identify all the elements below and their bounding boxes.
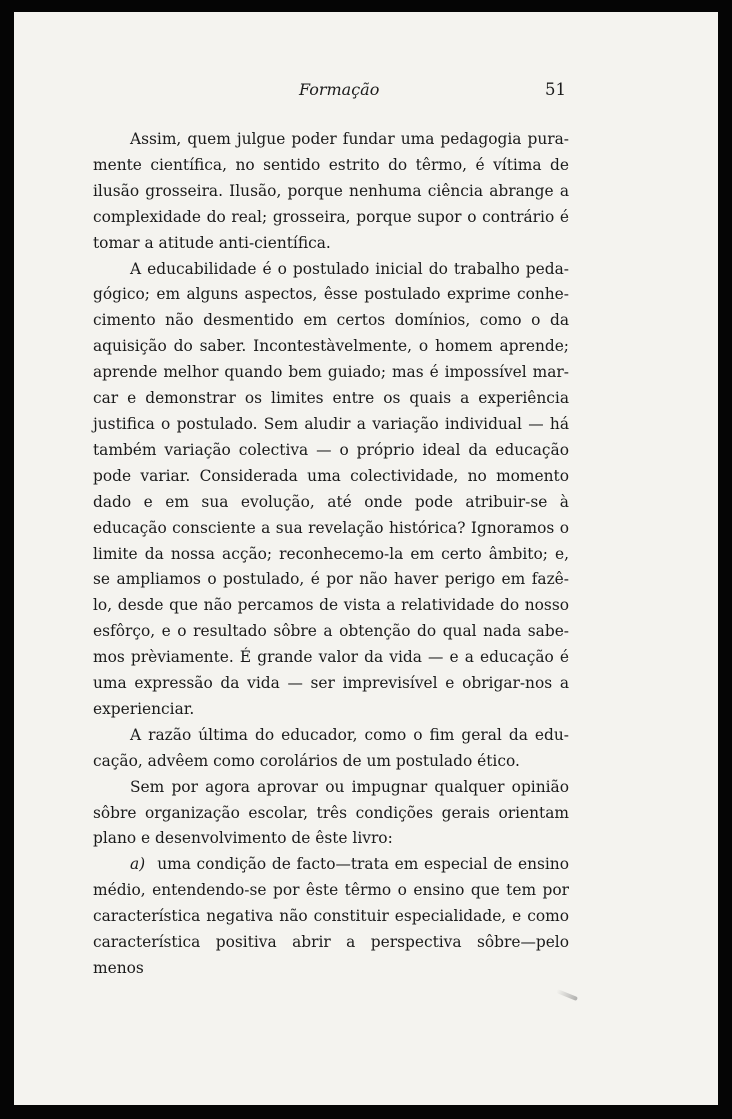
paragraph: Sem por agora aprovar ou impugnar qualquer opinião sôbre organização escolar, três condições gerais orientam plano e desenvolvimento de êste livro: — [93, 777, 569, 848]
list-item-a — [93, 852, 569, 982]
book-page — [14, 12, 718, 1105]
page-number: 51 — [545, 80, 566, 99]
list-item-text: uma condição de facto—trata em especial de ensino médio, entendendo-se por êste têrmo o ensino que tem por característica negativa não constituir especialidade, e como característica positiva abrir a perspectiva sôbre—pelo menos — [93, 855, 569, 977]
page-speck — [556, 989, 578, 1001]
page-header — [14, 76, 718, 102]
running-title: Formação — [299, 80, 380, 99]
body-text — [93, 127, 569, 982]
paragraph: A educabilidade é o postulado inicial do trabalho pedagógico; em alguns aspectos, êsse postulado exprime conhecimento não desmentido em certos domínios, como o da aquisição do saber. Incontestàvelmente, o homem aprende; aprende melhor quando bem guiado; mas é impossível marcar e demonstrar os limites entre os quais a experiência justifica o postulado. Sem aludir a variação individual — há também variação colectiva — o próprio ideal da educação pode variar. Considerada uma colectividade, no momento dado e em sua evolução, até onde pode atribuir-se à educação consciente a sua revelação histórica? Ignoramos o limite da nossa acção; reconhecemo-la em certo âmbito; e, se ampliamos o postulado, é por não haver perigo em fazê-lo, desde que não percamos de vista a relatividade do nosso esfôrço, e o resultado sôbre a obtenção do qual nada sabemos prèviamente. É grande valor da vida — e a educação é uma expressão da vida — ser imprevisível e obrigar-nos a experienciar. — [93, 259, 569, 718]
paragraph: Assim, quem julgue poder fundar uma pedagogia puramente científica, no sentido estrito do têrmo, é vítima de ilusão grosseira. Ilusão, porque nenhuma ciência abrange a complexidade do real; grosseira, porque supor o contrário é tomar a atitude anti-científica. — [93, 130, 569, 252]
paragraph: A razão última do educador, como o fim geral da educação, advêem como corolários de um postulado ético. — [93, 725, 569, 770]
list-item-label: a) — [130, 855, 146, 874]
